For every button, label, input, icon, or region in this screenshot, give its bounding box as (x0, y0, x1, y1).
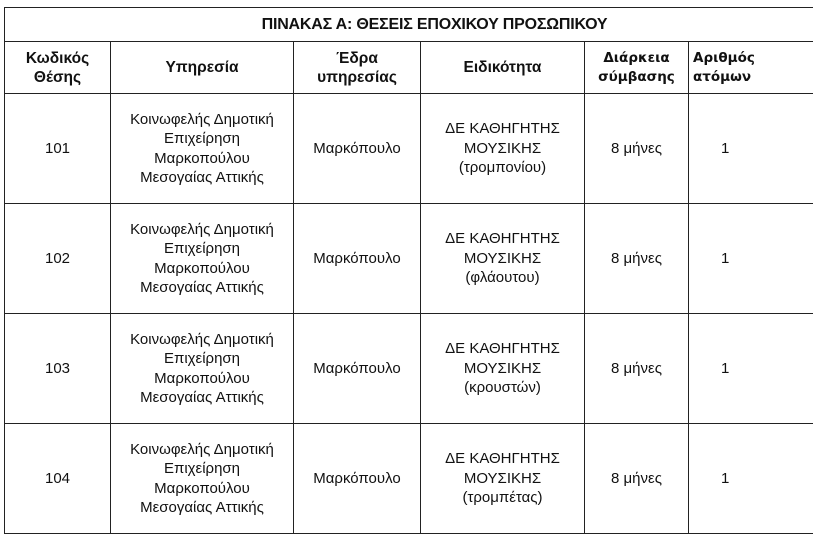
service-line: Κοινωφελής Δημοτική (130, 110, 274, 128)
specialty (421, 424, 585, 534)
number-of-persons: 1 (689, 424, 813, 534)
service-line: Κοινωφελής Δημοτική (130, 440, 274, 458)
service-line: Επιχείρηση (163, 460, 241, 477)
service-seat: Μαρκόπουλο (294, 204, 421, 314)
specialty-line: ΔΕ ΚΑΘΗΓΗΤΗΣ (445, 450, 560, 468)
header-line: Θέσης (33, 68, 82, 86)
header-contract-duration (585, 42, 689, 94)
service-line: Μαρκοπούλου (154, 149, 250, 167)
specialty-line: (τρομπονίου) (458, 159, 547, 177)
service-line: Μεσογαίας Αττικής (140, 499, 264, 516)
service-line: Μαρκοπούλου (154, 369, 250, 387)
header-service-seat (294, 42, 421, 94)
header-specialty (421, 42, 585, 94)
number-of-persons: 1 (689, 314, 813, 424)
service-line: Μαρκοπούλου (154, 479, 250, 497)
service-line: Μεσογαίας Αττικής (140, 279, 264, 296)
specialty-line: (κρουστών) (464, 379, 541, 397)
specialty (421, 204, 585, 314)
service-line: Μεσογαίας Αττικής (140, 169, 264, 186)
header-line: ατόμων (693, 68, 752, 85)
seasonal-staff-table (4, 7, 813, 534)
contract-duration: 8 μήνες (585, 314, 689, 424)
table-header-row (5, 42, 813, 94)
header-service (111, 42, 294, 94)
service (111, 94, 294, 204)
number-of-persons: 1 (689, 204, 813, 314)
header-line: σύμβασης (598, 68, 675, 85)
service (111, 424, 294, 534)
position-code: 102 (5, 204, 111, 314)
service-line: Μαρκοπούλου (154, 259, 250, 277)
table-row (5, 424, 813, 534)
contract-duration: 8 μήνες (585, 424, 689, 534)
specialty (421, 314, 585, 424)
service-seat: Μαρκόπουλο (294, 424, 421, 534)
service-line: Μεσογαίας Αττικής (140, 389, 264, 406)
specialty-line: ΔΕ ΚΑΘΗΓΗΤΗΣ (445, 230, 560, 248)
service (111, 314, 294, 424)
header-line: υπηρεσίας (317, 68, 397, 86)
service-line: Επιχείρηση (163, 130, 241, 147)
header-line: Αριθμός (693, 49, 755, 66)
position-code: 103 (5, 314, 111, 424)
header-position-code (5, 42, 111, 94)
specialty-line: ΔΕ ΚΑΘΗΓΗΤΗΣ (445, 120, 560, 138)
table-row (5, 314, 813, 424)
table-title-row (5, 8, 813, 42)
contract-duration: 8 μήνες (585, 204, 689, 314)
service-line: Κοινωφελής Δημοτική (130, 220, 274, 238)
contract-duration: 8 μήνες (585, 94, 689, 204)
specialty (421, 94, 585, 204)
service (111, 204, 294, 314)
specialty-line: ΜΟΥΣΙΚΗΣ (463, 249, 542, 267)
specialty-line: ΔΕ ΚΑΘΗΓΗΤΗΣ (445, 340, 560, 358)
specialty-line: (τρομπέτας) (462, 489, 543, 507)
header-line: Κωδικός (25, 49, 90, 67)
service-seat: Μαρκόπουλο (294, 94, 421, 204)
specialty-line: ΜΟΥΣΙΚΗΣ (463, 359, 542, 377)
number-of-persons: 1 (689, 94, 813, 204)
table-row (5, 204, 813, 314)
header-line: Έδρα (336, 49, 378, 67)
service-line: Επιχείρηση (163, 240, 241, 257)
specialty-line: ΜΟΥΣΙΚΗΣ (463, 469, 542, 487)
specialty-line: (φλάουτου) (465, 269, 540, 287)
header-number-of-persons (689, 42, 813, 94)
position-code: 104 (5, 424, 111, 534)
header-line: Διάρκεια (603, 49, 670, 66)
table-row (5, 94, 813, 204)
service-seat: Μαρκόπουλο (294, 314, 421, 424)
service-line: Επιχείρηση (163, 350, 241, 367)
specialty-line: ΜΟΥΣΙΚΗΣ (463, 139, 542, 157)
service-line: Κοινωφελής Δημοτική (130, 330, 274, 348)
header-line: Ειδικότητα (463, 59, 542, 76)
table-title: ΠΙΝΑΚΑΣ Α: ΘΕΣΕΙΣ ΕΠΟΧΙΚΟΥ ΠΡΟΣΩΠΙΚΟΥ (5, 8, 813, 42)
position-code: 101 (5, 94, 111, 204)
header-line: Υπηρεσία (165, 59, 239, 76)
